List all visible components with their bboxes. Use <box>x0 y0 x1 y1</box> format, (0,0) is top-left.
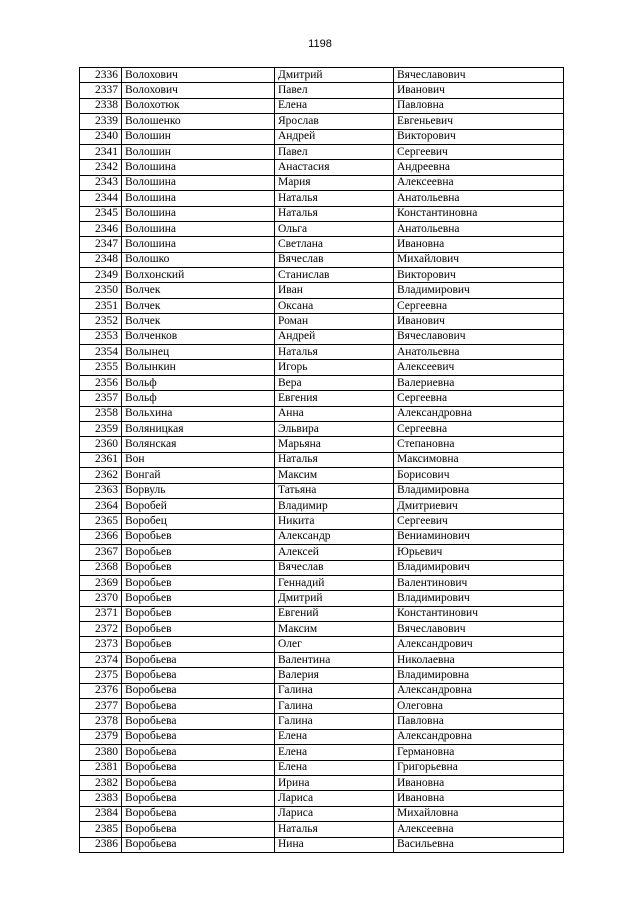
row-number-cell: 2337 <box>80 83 122 98</box>
table-row <box>80 775 564 790</box>
row-number-cell: 2341 <box>80 144 122 159</box>
table-row <box>80 83 564 98</box>
first-name-cell: Ольга <box>275 221 394 236</box>
table-row <box>80 283 564 298</box>
patronymic-cell: Вячеславович <box>394 68 564 83</box>
first-name-cell: Павел <box>275 144 394 159</box>
row-number-cell: 2344 <box>80 191 122 206</box>
last-name-cell: Воробьева <box>122 652 275 667</box>
row-number-cell: 2348 <box>80 252 122 267</box>
last-name-cell: Волошина <box>122 160 275 175</box>
first-name-cell: Евгений <box>275 606 394 621</box>
patronymic-cell: Викторович <box>394 268 564 283</box>
table-row <box>80 329 564 344</box>
row-number-cell: 2379 <box>80 729 122 744</box>
patronymic-cell: Степановна <box>394 437 564 452</box>
first-name-cell: Евгения <box>275 391 394 406</box>
last-name-cell: Волошина <box>122 206 275 221</box>
last-name-cell: Воробьев <box>122 606 275 621</box>
patronymic-cell: Германовна <box>394 745 564 760</box>
row-number-cell: 2384 <box>80 806 122 821</box>
patronymic-cell: Владимирович <box>394 591 564 606</box>
table-row <box>80 560 564 575</box>
last-name-cell: Волошин <box>122 129 275 144</box>
row-number-cell: 2375 <box>80 668 122 683</box>
last-name-cell: Волчек <box>122 298 275 313</box>
first-name-cell: Максим <box>275 468 394 483</box>
first-name-cell: Валерия <box>275 668 394 683</box>
first-name-cell: Владимир <box>275 498 394 513</box>
table-row <box>80 745 564 760</box>
row-number-cell: 2382 <box>80 775 122 790</box>
last-name-cell: Волынкин <box>122 360 275 375</box>
first-name-cell: Валентина <box>275 652 394 667</box>
first-name-cell: Анна <box>275 406 394 421</box>
patronymic-cell: Александрович <box>394 637 564 652</box>
patronymic-cell: Вячеславович <box>394 329 564 344</box>
row-number-cell: 2340 <box>80 129 122 144</box>
table-row <box>80 668 564 683</box>
table-row <box>80 421 564 436</box>
table-row <box>80 437 564 452</box>
last-name-cell: Воробьева <box>122 806 275 821</box>
first-name-cell: Алексей <box>275 545 394 560</box>
patronymic-cell: Анатольевна <box>394 191 564 206</box>
first-name-cell: Эльвира <box>275 421 394 436</box>
table-row <box>80 129 564 144</box>
row-number-cell: 2365 <box>80 514 122 529</box>
last-name-cell: Вон <box>122 452 275 467</box>
patronymic-cell: Григорьевна <box>394 760 564 775</box>
patronymic-cell: Павловна <box>394 98 564 113</box>
patronymic-cell: Алексеевна <box>394 175 564 190</box>
row-number-cell: 2381 <box>80 760 122 775</box>
first-name-cell: Светлана <box>275 237 394 252</box>
patronymic-cell: Владимирович <box>394 560 564 575</box>
patronymic-cell: Ивановна <box>394 775 564 790</box>
row-number-cell: 2347 <box>80 237 122 252</box>
last-name-cell: Воробьева <box>122 775 275 790</box>
patronymic-cell: Павловна <box>394 714 564 729</box>
row-number-cell: 2338 <box>80 98 122 113</box>
row-number-cell: 2372 <box>80 622 122 637</box>
patronymic-cell: Ивановна <box>394 791 564 806</box>
row-number-cell: 2385 <box>80 822 122 837</box>
table-row <box>80 206 564 221</box>
patronymic-cell: Вениаминович <box>394 529 564 544</box>
first-name-cell: Дмитрий <box>275 591 394 606</box>
table-row <box>80 191 564 206</box>
patronymic-cell: Сергеевна <box>394 298 564 313</box>
table-row <box>80 483 564 498</box>
table-row <box>80 683 564 698</box>
table-row <box>80 98 564 113</box>
row-number-cell: 2369 <box>80 575 122 590</box>
first-name-cell: Геннадий <box>275 575 394 590</box>
patronymic-cell: Викторович <box>394 129 564 144</box>
first-name-cell: Лариса <box>275 806 394 821</box>
first-name-cell: Елена <box>275 98 394 113</box>
last-name-cell: Волченков <box>122 329 275 344</box>
last-name-cell: Воробьева <box>122 729 275 744</box>
patronymic-cell: Владимирович <box>394 283 564 298</box>
patronymic-cell: Александровна <box>394 406 564 421</box>
last-name-cell: Вольф <box>122 391 275 406</box>
first-name-cell: Никита <box>275 514 394 529</box>
row-number-cell: 2383 <box>80 791 122 806</box>
last-name-cell: Волошин <box>122 144 275 159</box>
patronymic-cell: Борисович <box>394 468 564 483</box>
table-row <box>80 252 564 267</box>
last-name-cell: Волошина <box>122 221 275 236</box>
last-name-cell: Волхонский <box>122 268 275 283</box>
row-number-cell: 2377 <box>80 699 122 714</box>
row-number-cell: 2356 <box>80 375 122 390</box>
last-name-cell: Волошко <box>122 252 275 267</box>
row-number-cell: 2373 <box>80 637 122 652</box>
first-name-cell: Ирина <box>275 775 394 790</box>
row-number-cell: 2378 <box>80 714 122 729</box>
last-name-cell: Воробьева <box>122 745 275 760</box>
last-name-cell: Волчек <box>122 283 275 298</box>
row-number-cell: 2360 <box>80 437 122 452</box>
last-name-cell: Воробьев <box>122 575 275 590</box>
first-name-cell: Наталья <box>275 822 394 837</box>
last-name-cell: Вольф <box>122 375 275 390</box>
patronymic-cell: Олеговна <box>394 699 564 714</box>
table-row <box>80 221 564 236</box>
patronymic-cell: Сергеевич <box>394 514 564 529</box>
first-name-cell: Мария <box>275 175 394 190</box>
row-number-cell: 2380 <box>80 745 122 760</box>
first-name-cell: Марьяна <box>275 437 394 452</box>
first-name-cell: Наталья <box>275 191 394 206</box>
row-number-cell: 2362 <box>80 468 122 483</box>
first-name-cell: Елена <box>275 760 394 775</box>
first-name-cell: Андрей <box>275 129 394 144</box>
patronymic-cell: Юрьевич <box>394 545 564 560</box>
last-name-cell: Воробей <box>122 498 275 513</box>
table-row <box>80 760 564 775</box>
patronymic-cell: Анатольевна <box>394 221 564 236</box>
last-name-cell: Волошина <box>122 191 275 206</box>
last-name-cell: Воробьев <box>122 560 275 575</box>
last-name-cell: Вольхина <box>122 406 275 421</box>
table-row <box>80 714 564 729</box>
table-row <box>80 606 564 621</box>
patronymic-cell: Михайлович <box>394 252 564 267</box>
table-row <box>80 652 564 667</box>
last-name-cell: Воляницкая <box>122 421 275 436</box>
table-row <box>80 452 564 467</box>
first-name-cell: Елена <box>275 745 394 760</box>
table-row <box>80 237 564 252</box>
first-name-cell: Ярослав <box>275 114 394 129</box>
last-name-cell: Воробьева <box>122 791 275 806</box>
last-name-cell: Волынец <box>122 345 275 360</box>
last-name-cell: Волянская <box>122 437 275 452</box>
last-name-cell: Воробьев <box>122 622 275 637</box>
first-name-cell: Вячеслав <box>275 252 394 267</box>
patronymic-cell: Владимировна <box>394 483 564 498</box>
row-number-cell: 2367 <box>80 545 122 560</box>
last-name-cell: Воробьева <box>122 837 275 852</box>
patronymic-cell: Константинович <box>394 606 564 621</box>
first-name-cell: Татьяна <box>275 483 394 498</box>
row-number-cell: 2386 <box>80 837 122 852</box>
row-number-cell: 2349 <box>80 268 122 283</box>
table-row <box>80 406 564 421</box>
first-name-cell: Станислав <box>275 268 394 283</box>
patronymic-cell: Алексеевич <box>394 360 564 375</box>
table-row <box>80 806 564 821</box>
row-number-cell: 2363 <box>80 483 122 498</box>
first-name-cell: Наталья <box>275 345 394 360</box>
patronymic-cell: Александровна <box>394 729 564 744</box>
first-name-cell: Наталья <box>275 452 394 467</box>
last-name-cell: Волохович <box>122 83 275 98</box>
table-row <box>80 68 564 83</box>
row-number-cell: 2343 <box>80 175 122 190</box>
first-name-cell: Анастасия <box>275 160 394 175</box>
first-name-cell: Галина <box>275 683 394 698</box>
row-number-cell: 2355 <box>80 360 122 375</box>
table-row <box>80 375 564 390</box>
table-row <box>80 529 564 544</box>
table-row <box>80 175 564 190</box>
first-name-cell: Лариса <box>275 791 394 806</box>
patronymic-cell: Валентинович <box>394 575 564 590</box>
names-table-body <box>80 68 564 853</box>
row-number-cell: 2357 <box>80 391 122 406</box>
row-number-cell: 2361 <box>80 452 122 467</box>
table-row <box>80 575 564 590</box>
names-table <box>79 67 564 853</box>
patronymic-cell: Вячеславович <box>394 622 564 637</box>
table-row <box>80 114 564 129</box>
first-name-cell: Александр <box>275 529 394 544</box>
last-name-cell: Воробьев <box>122 529 275 544</box>
patronymic-cell: Константиновна <box>394 206 564 221</box>
first-name-cell: Елена <box>275 729 394 744</box>
patronymic-cell: Евгеньевич <box>394 114 564 129</box>
patronymic-cell: Иванович <box>394 83 564 98</box>
table-row <box>80 622 564 637</box>
row-number-cell: 2354 <box>80 345 122 360</box>
table-row <box>80 144 564 159</box>
first-name-cell: Оксана <box>275 298 394 313</box>
table-row <box>80 391 564 406</box>
first-name-cell: Олег <box>275 637 394 652</box>
last-name-cell: Воробьева <box>122 714 275 729</box>
row-number-cell: 2339 <box>80 114 122 129</box>
patronymic-cell: Александровна <box>394 683 564 698</box>
table-row <box>80 268 564 283</box>
table-row <box>80 314 564 329</box>
last-name-cell: Волохович <box>122 68 275 83</box>
last-name-cell: Волошенко <box>122 114 275 129</box>
row-number-cell: 2376 <box>80 683 122 698</box>
patronymic-cell: Сергеевна <box>394 391 564 406</box>
first-name-cell: Дмитрий <box>275 68 394 83</box>
last-name-cell: Вонгай <box>122 468 275 483</box>
table-row <box>80 468 564 483</box>
first-name-cell: Андрей <box>275 329 394 344</box>
row-number-cell: 2359 <box>80 421 122 436</box>
row-number-cell: 2371 <box>80 606 122 621</box>
last-name-cell: Волошина <box>122 237 275 252</box>
patronymic-cell: Михайловна <box>394 806 564 821</box>
table-row <box>80 837 564 852</box>
table-row <box>80 822 564 837</box>
row-number-cell: 2353 <box>80 329 122 344</box>
row-number-cell: 2345 <box>80 206 122 221</box>
last-name-cell: Воробьева <box>122 760 275 775</box>
row-number-cell: 2342 <box>80 160 122 175</box>
first-name-cell: Галина <box>275 699 394 714</box>
table-row <box>80 160 564 175</box>
table-row <box>80 591 564 606</box>
table-row <box>80 791 564 806</box>
patronymic-cell: Максимовна <box>394 452 564 467</box>
first-name-cell: Нина <box>275 837 394 852</box>
row-number-cell: 2358 <box>80 406 122 421</box>
first-name-cell: Игорь <box>275 360 394 375</box>
last-name-cell: Воробьев <box>122 545 275 560</box>
table-row <box>80 345 564 360</box>
first-name-cell: Наталья <box>275 206 394 221</box>
table-row <box>80 514 564 529</box>
patronymic-cell: Анатольевна <box>394 345 564 360</box>
patronymic-cell: Иванович <box>394 314 564 329</box>
last-name-cell: Волохотюк <box>122 98 275 113</box>
row-number-cell: 2364 <box>80 498 122 513</box>
last-name-cell: Воробьева <box>122 683 275 698</box>
row-number-cell: 2370 <box>80 591 122 606</box>
last-name-cell: Воробьев <box>122 637 275 652</box>
patronymic-cell: Владимировна <box>394 668 564 683</box>
patronymic-cell: Валериевна <box>394 375 564 390</box>
last-name-cell: Воробьева <box>122 822 275 837</box>
row-number-cell: 2346 <box>80 221 122 236</box>
table-row <box>80 699 564 714</box>
row-number-cell: 2352 <box>80 314 122 329</box>
last-name-cell: Воробец <box>122 514 275 529</box>
row-number-cell: 2374 <box>80 652 122 667</box>
patronymic-cell: Сергеевич <box>394 144 564 159</box>
first-name-cell: Иван <box>275 283 394 298</box>
row-number-cell: 2366 <box>80 529 122 544</box>
first-name-cell: Павел <box>275 83 394 98</box>
last-name-cell: Воробьева <box>122 668 275 683</box>
first-name-cell: Галина <box>275 714 394 729</box>
row-number-cell: 2350 <box>80 283 122 298</box>
patronymic-cell: Николаевна <box>394 652 564 667</box>
page-number: 1198 <box>308 38 332 50</box>
last-name-cell: Воробьев <box>122 591 275 606</box>
patronymic-cell: Дмитриевич <box>394 498 564 513</box>
first-name-cell: Вера <box>275 375 394 390</box>
patronymic-cell: Васильевна <box>394 837 564 852</box>
table-row <box>80 637 564 652</box>
table-row <box>80 729 564 744</box>
last-name-cell: Ворвуль <box>122 483 275 498</box>
first-name-cell: Вячеслав <box>275 560 394 575</box>
table-row <box>80 360 564 375</box>
first-name-cell: Максим <box>275 622 394 637</box>
last-name-cell: Волчек <box>122 314 275 329</box>
table-row <box>80 298 564 313</box>
patronymic-cell: Сергеевна <box>394 421 564 436</box>
patronymic-cell: Андреевна <box>394 160 564 175</box>
row-number-cell: 2351 <box>80 298 122 313</box>
row-number-cell: 2368 <box>80 560 122 575</box>
row-number-cell: 2336 <box>80 68 122 83</box>
last-name-cell: Воробьева <box>122 699 275 714</box>
table-row <box>80 545 564 560</box>
patronymic-cell: Алексеевна <box>394 822 564 837</box>
first-name-cell: Роман <box>275 314 394 329</box>
patronymic-cell: Ивановна <box>394 237 564 252</box>
table-row <box>80 498 564 513</box>
last-name-cell: Волошина <box>122 175 275 190</box>
